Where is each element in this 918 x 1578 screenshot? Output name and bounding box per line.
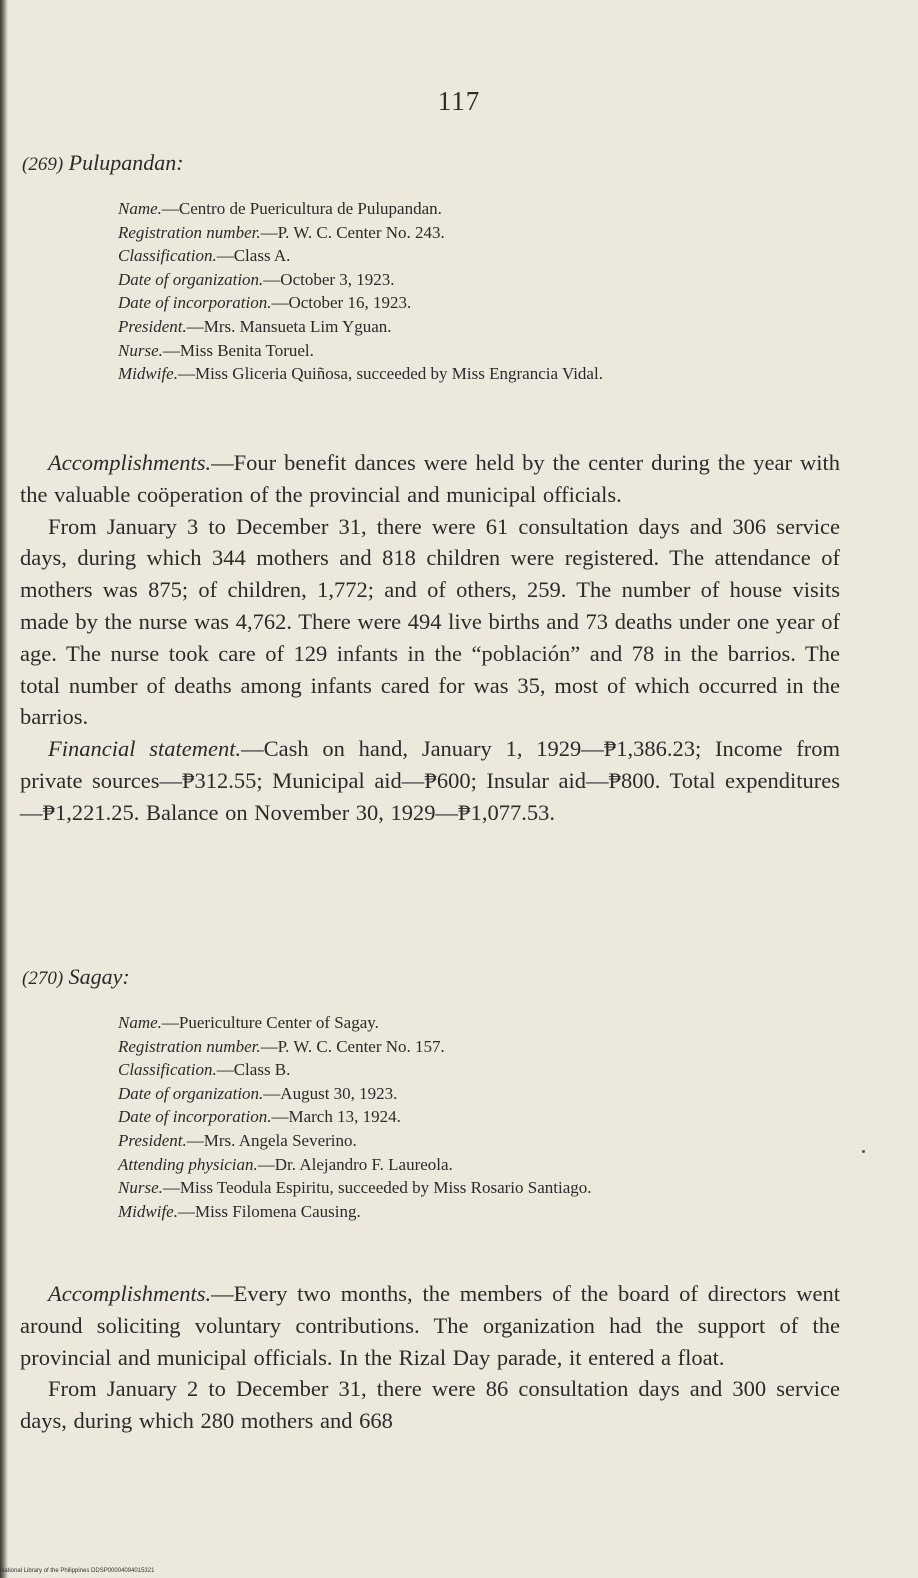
field-key: Registration number. [118,1036,261,1056]
field-value: —Miss Filomena Causing. [177,1201,361,1221]
field-key: Classification. [118,246,217,266]
field-key: Name. [118,199,162,218]
field-name [118,1011,843,1035]
scan-footer: National Library of the Philippines DDSP00004094015321 [0,1568,155,1574]
field-key: Date of organization. [118,269,264,289]
field-nurse [118,339,843,363]
field-key: Date of organization. [118,1083,264,1103]
field-date-organization [118,1082,843,1106]
field-nurse [118,1176,843,1200]
field-value: —October 3, 1923. [263,269,395,289]
paragraph-lead: Accomplishments. [48,450,212,475]
financial-paragraph [20,733,840,828]
entry-heading [22,964,130,990]
field-value: —Mrs. Angela Severino. [186,1130,357,1150]
paragraph-text: —Every two months, the members of the board of directors went around soliciting voluntary contributions. The organization had the support of the provincial and municipal officials. In the Rizal Day parade, it entered a float. [20,1281,840,1370]
field-value: —Miss Teodula Espiritu, succeeded by Miss Rosario Santiago. [162,1178,592,1198]
field-date-incorporation [118,291,843,315]
paragraph-text: —Cash on hand, January 1, 1929—₱1,386.23; Income from private sources—₱312.55; Municipal aid—₱600; Insular aid—₱800. Total expenditures—₱1,221.25. Balance on November 30, 1929—₱1,077.53. [20,736,840,825]
field-classification [118,1058,843,1082]
field-midwife [118,1200,843,1224]
field-registration [118,221,843,245]
scan-speck [862,1150,865,1153]
entry-number: (270) [22,968,64,989]
field-key: Nurse. [118,1178,163,1198]
entry-number: (269) [22,154,64,175]
entry-heading [22,150,184,176]
entry-fields [118,1011,843,1223]
field-key: Midwife. [118,364,178,384]
entry-body [20,447,840,829]
accomplishments-paragraph [20,447,840,511]
field-date-incorporation [118,1105,843,1129]
field-value: —Miss Benita Toruel. [162,340,314,360]
field-key: President. [118,1130,187,1150]
field-value: —October 16, 1923. [271,293,412,313]
field-value: —Class A. [216,246,291,266]
statistics-paragraph [20,511,840,734]
entry-body [20,1278,840,1437]
field-value: —Dr. Alejandro F. Laureola. [257,1154,453,1174]
page-binding-edge [0,0,8,1578]
field-value: —Class B. [216,1060,291,1080]
field-value: —Mrs. Mansueta Lim Yguan. [186,316,392,336]
field-date-organization [118,268,843,292]
field-key: President. [118,316,187,336]
field-key: Midwife. [118,1201,178,1221]
paragraph-lead: Accomplishments. [48,1281,212,1306]
field-value: —August 30, 1923. [263,1083,398,1103]
field-registration [118,1035,843,1059]
field-value: —Puericulture Center of Sagay. [161,1013,379,1032]
statistics-paragraph [20,1373,840,1437]
field-attending-physician [118,1153,843,1177]
paragraph-text: From January 3 to December 31, there were 61 consultation days and 306 service days, during which 344 mothers and 818 children were registered. The attendance of mothers was 875; of children, 1,772; and of others, 259. The number of house visits made by the nurse was 4,762. There were 494 live births and 73 deaths under one year of age. The nurse took care of 129 infants in the “población” and 78 in the barrios. The total number of deaths among infants cared for was 35, most of which occurred in the barrios. [20,513,840,730]
field-value: —March 13, 1924. [271,1107,401,1127]
field-key: Nurse. [118,340,163,360]
field-key: Date of incorporation. [118,293,272,313]
field-value: —Miss Gliceria Quiñosa, succeeded by Miss Engrancia Vidal. [177,364,603,384]
paragraph-text: From January 2 to December 31, there were 86 consultation days and 300 service days, during which 280 mothers and 668 [20,1376,840,1434]
field-key: Classification. [118,1060,217,1080]
field-key: Date of incorporation. [118,1107,272,1127]
paragraph-text: —Four benefit dances were held by the center during the year with the valuable coöperation of the provincial and municipal officials. [20,450,840,507]
field-key: Name. [118,1013,162,1032]
page-number: 117 [437,86,481,116]
field-president [118,1129,843,1153]
field-value: —P. W. C. Center No. 157. [260,1036,445,1056]
entry-place: Sagay: [68,964,130,989]
field-midwife [118,362,843,386]
paragraph-lead: Financial statement. [48,736,242,762]
field-value: —P. W. C. Center No. 243. [260,222,445,242]
field-key: Attending physician. [118,1154,258,1174]
field-classification [118,244,843,268]
field-key: Registration number. [118,222,261,242]
accomplishments-paragraph [20,1278,840,1373]
field-name [118,197,843,221]
entry-fields [118,197,843,386]
entry-place: Pulupandan: [68,150,184,175]
field-president [118,315,843,339]
field-value: —Centro de Puericultura de Pulupandan. [161,199,442,218]
